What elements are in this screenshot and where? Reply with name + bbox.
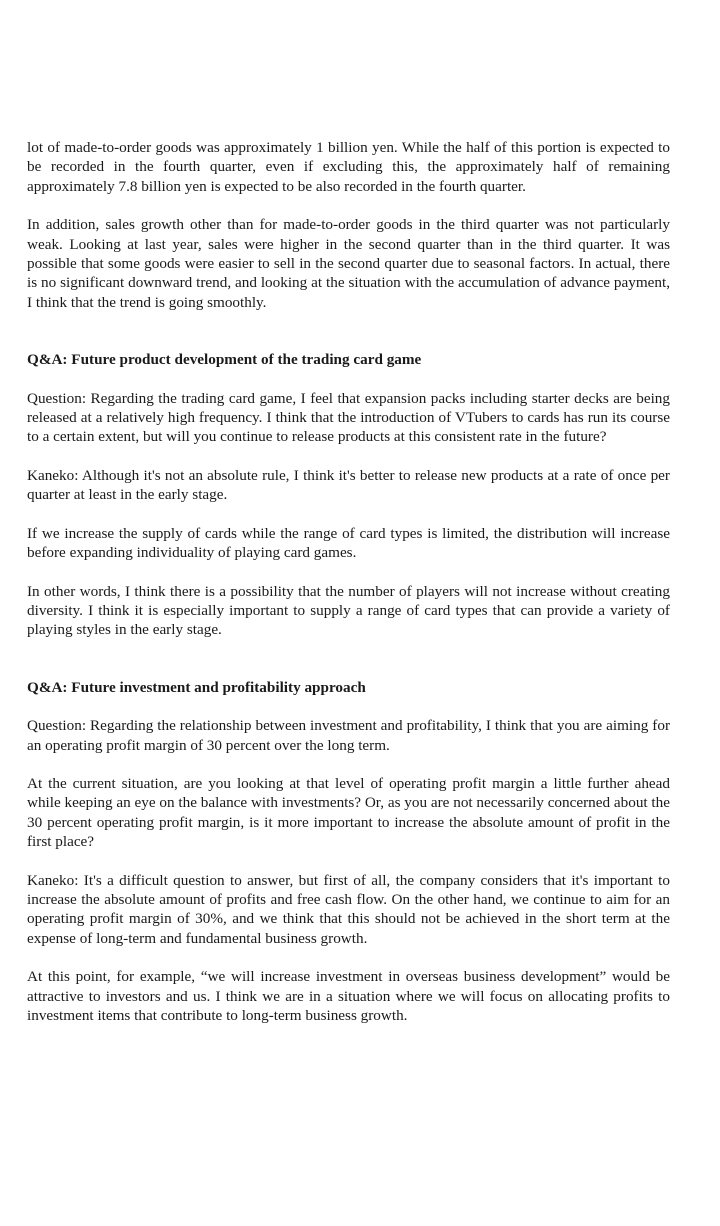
paragraph: Kaneko: Although it's not an absolute rule, I think it's better to release new products at a rate of once per quarter at least in the early stage. <box>27 466 670 504</box>
paragraph: Question: Regarding the trading card game, I feel that expansion packs including starter decks are being released at a relatively high frequency. I think that the introduction of VTubers to cards has run its course to a certain extent, but will you continue to release products at this consistent rate in the future? <box>27 389 670 446</box>
paragraph: If we increase the supply of cards while the range of card types is limited, the distribution will increase before expanding individuality of playing card games. <box>27 524 670 562</box>
section-sales-outlook <box>27 138 670 312</box>
document-page <box>27 138 670 1025</box>
section-trading-card-game <box>27 350 670 639</box>
paragraph: In other words, I think there is a possibility that the number of players will not increase without creating diversity. I think it is especially important to supply a range of card types that can provide a variety of playing styles in the early stage. <box>27 582 670 639</box>
paragraph: In addition, sales growth other than for made-to-order goods in the third quarter was not particularly weak. Looking at last year, sales were higher in the second quarter than in the third quarter. It was possible that some goods were easier to sell in the second quarter due to seasonal factors. In actual, there is no significant downward trend, and looking at the situation with the accumulation of advance payment, I think that the trend is going smoothly. <box>27 216 670 311</box>
paragraph: Question: Regarding the relationship between investment and profitability, I think that you are aiming for an operating profit margin of 30 percent over the long term. <box>27 717 670 754</box>
paragraph: At the current situation, are you looking at that level of operating profit margin a little further ahead while keeping an eye on the balance with investments? Or, as you are not necessarily concerned about the 30 percent operating profit margin, is it more important to increase the absolute amount of profit in the first place? <box>27 774 670 851</box>
paragraph: At this point, for example, “we will increase investment in overseas business development” would be attractive to investors and us. I think we are in a situation where we will focus on allocating profits to investment items that contribute to long-term business growth. <box>27 968 670 1024</box>
section-heading: Q&A: Future investment and profitability approach <box>27 678 366 696</box>
paragraph: Kaneko: It's a difficult question to answer, but first of all, the company considers that it's important to increase the absolute amount of profits and free cash flow. On the other hand, we continue to aim for an operating profit margin of 30%, and we think that this should not be achieved in the short term at the expense of long-term and fundamental business growth. <box>27 871 670 947</box>
section-investment-profitability <box>27 678 670 1026</box>
section-heading: Q&A: Future product development of the trading card game <box>27 351 422 369</box>
paragraph: lot of made-to-order goods was approximately 1 billion yen. While the half of this portion is expected to be recorded in the fourth quarter, even if excluding this, the approximately half of remaining approximately 7.8 billion yen is expected to be also recorded in the fourth quarter. <box>27 139 670 195</box>
